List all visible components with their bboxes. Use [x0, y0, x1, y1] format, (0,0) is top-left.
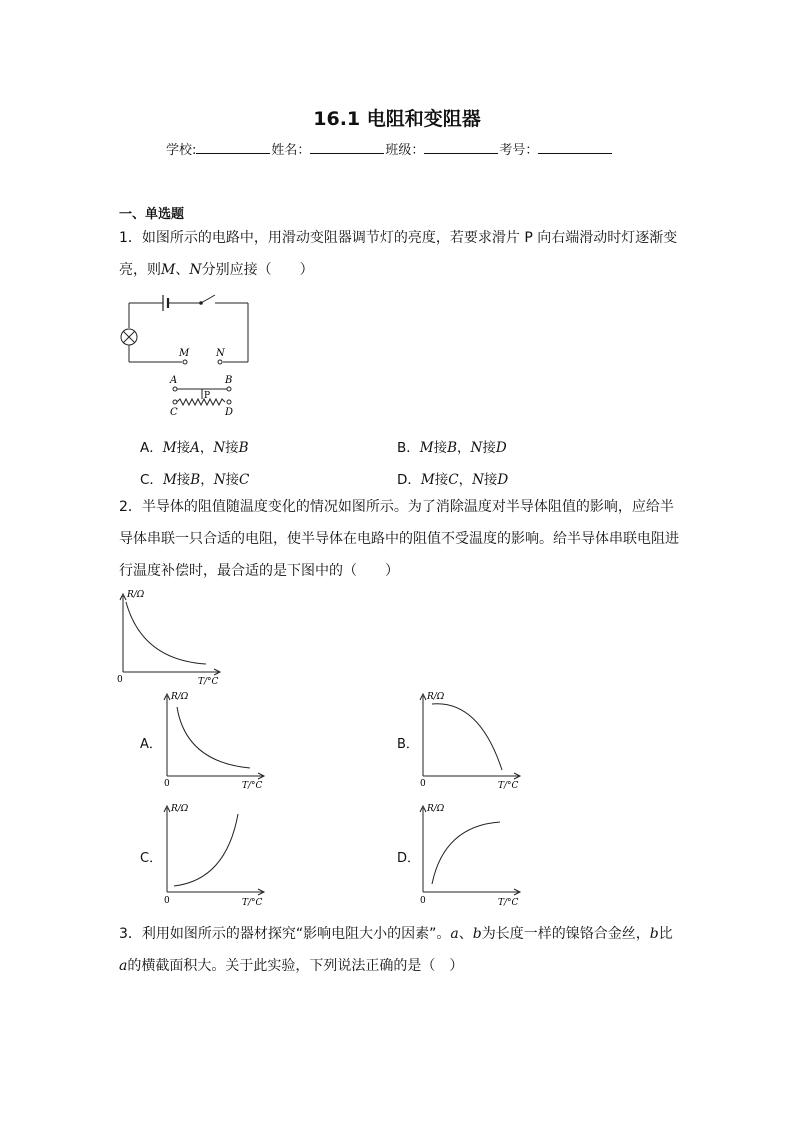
q1-line2: 亮，则M、N分别应接（ ） — [119, 262, 314, 278]
name-blank — [310, 141, 384, 154]
terminal-C — [173, 400, 177, 404]
label-N: N — [216, 348, 225, 359]
q2-main-graph — [114, 588, 226, 686]
terminal-M — [183, 360, 187, 364]
curve-decreasing — [177, 707, 250, 768]
school-label: 学校: — [166, 143, 197, 158]
svg-text:T/°C: T/°C — [242, 781, 263, 791]
label-M: M — [179, 348, 190, 359]
label-B: B — [225, 375, 233, 386]
page-title: 16.1 电阻和变阻器 — [313, 108, 481, 130]
student-info-row — [166, 139, 613, 158]
switch-blade-icon — [201, 295, 215, 303]
terminal-D — [227, 400, 231, 404]
svg-text:T/°C: T/°C — [498, 781, 519, 791]
question-1-text — [119, 222, 679, 286]
svg-text:R/Ω: R/Ω — [171, 804, 189, 814]
curve-concave-down — [432, 704, 502, 770]
question-3-text — [119, 918, 679, 982]
curve-concave-down-increasing — [432, 822, 500, 884]
label-D: D — [225, 407, 234, 418]
label-P: P — [204, 391, 211, 401]
origin-label: 0 — [117, 675, 123, 685]
q3-line2: a的横截面积大。关于此实验，下列说法正确的是（ ） — [119, 958, 464, 974]
main-curve — [126, 602, 206, 664]
q2-option-a-label[interactable]: A． — [140, 737, 162, 752]
terminal-B — [227, 387, 231, 391]
q2-option-c-graph[interactable] — [158, 800, 270, 908]
number-blank — [538, 141, 612, 154]
terminal-A — [173, 387, 177, 391]
question-2-text — [119, 491, 679, 587]
x-axis-label: T/°C — [198, 677, 219, 686]
y-axis-label: R/Ω — [127, 590, 145, 600]
school-blank — [196, 141, 270, 154]
label-C: C — [170, 407, 178, 418]
q2-line3: 行温度补偿时，最合适的是下图中的（ ） — [119, 563, 399, 579]
q3-line1: 3．利用如图所示的器材探究“影响电阻大小的因素”。a、b为长度一样的镍铬合金丝，b比 — [119, 926, 673, 942]
q2-option-d-graph[interactable] — [414, 800, 526, 908]
svg-text:0: 0 — [420, 896, 426, 906]
q2-line2: 导体串联一只合适的电阻，使半导体在电路中的阻值不受温度的影响。给半导体串联电阻进 — [119, 531, 679, 547]
svg-text:0: 0 — [164, 896, 170, 906]
svg-text:T/°C: T/°C — [498, 898, 519, 908]
name-label: 姓名： — [271, 143, 311, 158]
class-blank — [424, 141, 498, 154]
q2-option-a-graph[interactable] — [158, 688, 270, 792]
q2-option-b-graph[interactable] — [414, 688, 526, 792]
q1-option-d[interactable]: D．M接C，N接D — [397, 472, 509, 488]
q1-option-b[interactable]: B．M接B，N接D — [397, 440, 507, 456]
q2-option-b-label[interactable]: B． — [397, 737, 419, 752]
svg-text:T/°C: T/°C — [242, 898, 263, 908]
resistance-coil-icon — [177, 399, 225, 405]
svg-text:R/Ω: R/Ω — [171, 692, 189, 702]
q2-option-c-label[interactable]: C． — [140, 851, 163, 866]
svg-text:R/Ω: R/Ω — [427, 804, 445, 814]
svg-text:R/Ω: R/Ω — [427, 692, 445, 702]
q1-line1: 1．如图所示的电路中，用滑动变阻器调节灯的亮度，若要求滑片 P 向右端滑动时灯逐渐变 — [119, 230, 678, 246]
number-label: 考号： — [499, 143, 539, 158]
q2-line1: 2．半导体的阻值随温度变化的情况如图所示。为了消除温度对半导体阻值的影响，应给半 — [119, 499, 674, 515]
q1-option-c[interactable]: C．M接B，N接C — [140, 472, 250, 488]
svg-text:0: 0 — [420, 779, 426, 789]
label-A: A — [170, 375, 178, 386]
section-heading: 一、单选题 — [119, 207, 185, 222]
class-label: 班级： — [385, 143, 425, 158]
terminal-N — [218, 360, 222, 364]
q1-circuit-diagram — [112, 286, 262, 418]
svg-text:0: 0 — [164, 779, 170, 789]
curve-increasing — [174, 814, 238, 886]
q2-option-d-label[interactable]: D． — [397, 851, 421, 866]
q1-option-a[interactable]: A．M接A，N接B — [140, 440, 249, 456]
